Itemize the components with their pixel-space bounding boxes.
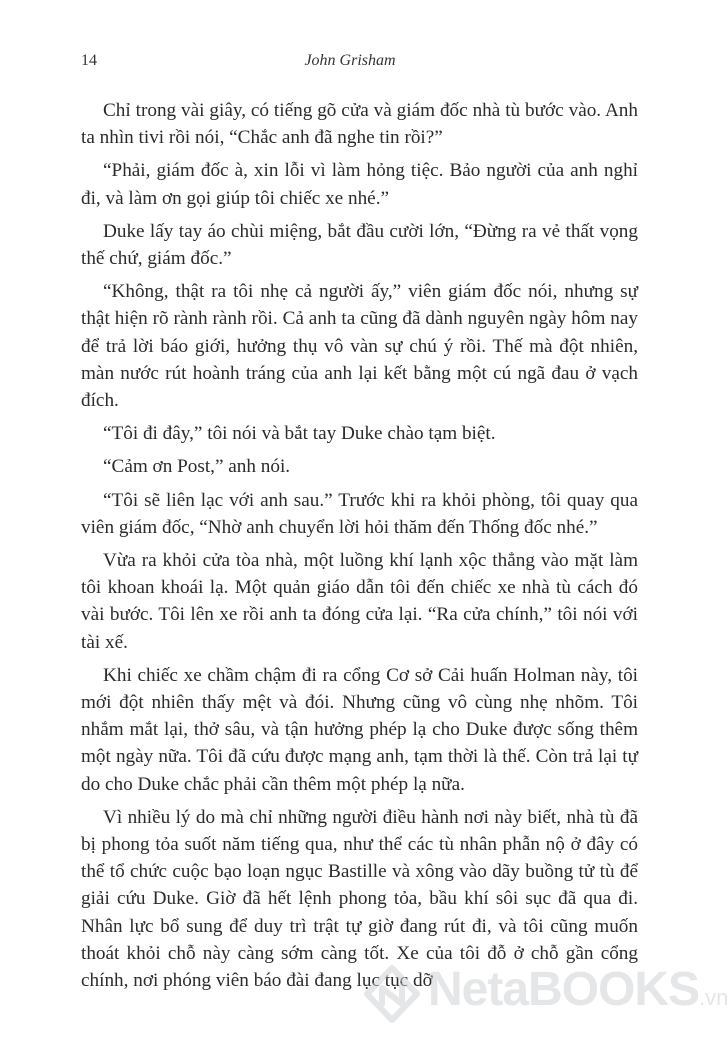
paragraph: Chỉ trong vài giây, có tiếng gõ cửa và giám đốc nhà tù bước vào. Anh ta nhìn tivi rồi nói, “Chắc anh đã nghe tin rồi?” [81,100,638,149]
watermark-text [428,962,728,1017]
watermark-brand: NetaBOOKS [428,963,700,1016]
page-header [0,52,700,74]
watermark-domain: .vn [699,985,728,1010]
paragraph: Duke lấy tay áo chùi miệng, bắt đầu cười lớn, “Đừng ra vẻ thất vọng thế chứ, giám đốc.” [81,220,638,270]
paragraph: “Phải, giám đốc à, xin lỗi vì làm hỏng tiệc. Bảo người của anh nghỉ đi, và làm ơn gọi giúp tôi chiếc xe nhé.” [81,160,638,209]
watermark [362,958,728,1028]
page-number: 14 [81,52,97,69]
paragraph: “Tôi sẽ liên lạc với anh sau.” Trước khi ra khỏi phòng, tôi quay qua viên giám đốc, “Nhờ anh chuyển lời hỏi thăm đến Thống đốc nhé.” [81,489,638,538]
paragraph: Vì nhiều lý do mà chỉ những người điều hành nơi này biết, nhà tù đã bị phong tỏa suốt năm tiếng qua, như thể các tù nhân phẫn nộ ở đây có thể tổ chức cuộc bạo loạn ngục Bastille và xông vào dãy buồng tử tù để giải cứu Duke. Giờ đã hết lệnh phong tỏa, bầu khí sôi sục đã qua đi. Nhân lực bổ sung để duy trì trật tự giờ đang rút đi, và tôi cũng muốn thoát khỏi chỗ này càng sớm càng tốt. Xe của tôi đỗ ở chỗ gần cổng chính, nơi phóng viên báo đài đang lục tục dỡ [81,806,638,992]
paragraph: Khi chiếc xe chầm chậm đi ra cổng Cơ sở Cải huấn Holman này, tôi mới đột nhiên thấy mệt và đói. Nhưng cũng vô cùng nhẹ nhõm. Tôi nhắm mắt lại, thở sâu, và tận hưởng phép lạ cho Duke được sống thêm một ngày nữa. Tôi đã cứu được mạng anh, tạm thời là thế. Còn trả lại tự do cho Duke chắc phải cần thêm một phép lạ nữa. [81,664,638,795]
neta-logo-icon [362,964,422,1024]
body-text [81,97,638,1000]
paragraph: Vừa ra khỏi cửa tòa nhà, một luồng khí lạnh xộc thẳng vào mặt làm tôi khoan khoái lạ. Một quản giáo dẫn tôi đến chiếc xe nhà tù cách đó vài bước. Tôi lên xe rồi anh ta đóng cửa lại. “Ra cửa chính,” tôi nói với tài xế. [81,550,638,653]
running-head: John Grisham [304,52,396,69]
paragraph: “Tôi đi đây,” tôi nói và bắt tay Duke chào tạm biệt. [103,423,496,445]
paragraph: “Cảm ơn Post,” anh nói. [103,456,291,478]
paragraph: “Không, thật ra tôi nhẹ cả người ấy,” viên giám đốc nói, nhưng sự thật hiện rõ rành rành rồi. Cả anh ta cũng đã dành nguyên ngày hôm nay để trả lời báo giới, hưởng thụ vô vàn sự chú ý rồi. Thế mà đột nhiên, màn nước rút hoành tráng của anh lại kết bằng một cú ngã đau ở vạch đích. [81,281,638,412]
